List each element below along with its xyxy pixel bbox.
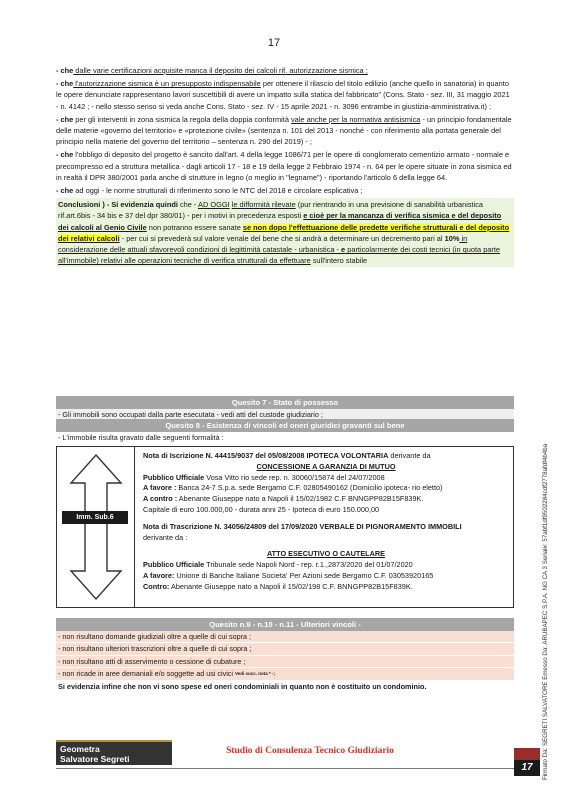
quesito7-line: - Gli immobili sono occupati dalla parte esecutata - vedi atti del custode giudiziario ; [56,409,514,421]
value: Abenante Giuseppe nato a Napoli il 15/02/198 C.F. BNNGPP82B15F839K. [169,581,413,591]
paragraph-5 [56,185,514,196]
text: - un principio fondamentale delle materie «governo del territorio» e «protezione civile» (sentenza n. 101 del 2013 - nonché - con riferimento alla portata generale del principio nella materie del governo del territorio – sentenza n. 290 del 2019) - ; [56,114,512,147]
iscrizione-contro [143,494,509,505]
vedi-note: Vedi succ. nota * -; [235,671,276,677]
quesito9-title: Quesito n.9 - n.10 - n.11 - Ulteriori vincoli - [56,618,514,631]
text-underlined: AD OGGI [198,200,230,210]
text-bold-underlined: e cioè per la mancanza di verifica sismica e del deposito dei calcoli al Genio Civile [58,211,502,232]
quesito8-title: Quesito 8 - Esistenza di vincoli ed oneri giuridici gravanti sul bene [56,419,514,432]
quesito7-section [56,396,514,421]
label: A favore : [143,483,177,493]
quesito8-line: - L'immobile risulta gravato dalle seguenti formalità : [56,432,514,444]
label: A contro : [143,494,178,504]
double-arrow-icon [67,453,125,601]
text-underlined: particolarmente dei costi tecnici (in quota parte all'immobile) relativi alle operazioni tecniche di verifica strutturali da effettuare [58,245,501,266]
lead: - che [56,79,74,89]
text: Nota di Trascrizione N. 34056/24809 del 17/09/2020 [143,521,318,531]
quesito9-row: - non risultano ulteriori trascrizioni oltre a quelle di cui sopra ; [56,643,514,655]
text-underlined: vale anche per la normativa antisismica [290,114,421,124]
text: l'obbligo di deposito del progetto è sancito dall'art. 4 della legge 1086/71 per le opere di conglomerato cementizio armato - normale e precompresso ed a struttura metallica - dagli articoli 17 - 18 e 19 della legge 2 Febbraio 1974 - n. 64 per le opere situate in zona sismica ed in realtà il DPR 380/2001 parla anche di strutture in legno (o meglio in "legname") - riportando l'articolo 6 della legge 64. [56,150,512,182]
lead: - che [56,150,74,160]
trascrizione-header [143,522,509,533]
text-bold: 10% [444,233,460,243]
text: che - [177,200,199,210]
quesito7-title: Quesito 7 - Stato di possesso [56,396,514,409]
page-number-badge: 17 [514,760,540,776]
geometra-logo [56,740,172,765]
paragraph-4 [56,149,514,183]
iscrizione-title: CONCESSIONE A GARANZIA DI MUTUO [256,461,396,471]
arrow-cell [57,447,135,607]
quesito9-final: Si evidenzia infine che non vi sono spese ed oneri condominiali in quanto non è costituito un condominio. [56,681,514,693]
label: Contro: [143,581,170,591]
text: derivante da [388,451,431,460]
vincoli-box [56,446,514,608]
logo-line-2: Salvatore Segreti [60,754,130,764]
trascrizione-suffix: derivante da : [143,532,188,542]
text: per ottenere il rilascio del titolo edilizio (anche quello in sanatoria) in quanto le opere denunciate rappresentano lavori suscettibili di avere un impatto sulla statica del fabbricato" (Cons. Stato - sez. III, 31 maggio 2021 - n. 4142 ; - nello stesso senso si veda anche Cons. Stato - sez. IV - 15 aprile 2021 - n. 3096 entrambe in giustizia-amministrativa.it) ; [56,79,510,111]
side-signature: Firmato Da: SEGRETI SALVATORE Emesso Da: ARUBAPEC S.P.A. NG CA 3 Serial#: 57abf1df9502284cdf2778afdf4b4ba [542,443,549,780]
quesito9-row-with-note [56,668,514,680]
quesito8-line-wrap [56,432,514,444]
iscrizione-favore [143,483,509,494]
iscrizione-pu [143,473,509,484]
value: Vosa Vitto rio sede rep. n. 30060/15874 del 24/07/2008 [204,472,385,482]
footer-divider [56,768,514,769]
paragraph-1 [56,65,514,76]
label: Pubblico Ufficiale [143,560,205,570]
logo-line-1: Geometra [60,744,100,754]
page-number-top: 17 [267,37,281,49]
value: Abenante Giuseppe nato a Napoli il 15/02/1982 C.F BNNGPP82B15F839K. [177,494,424,504]
text: per gli interventi in zona sismica la regola della doppia conformità [73,114,291,124]
text-highlighted: se non dopo l'effettuazione delle predette verifiche strutturali e del deposito dei relativi calcoli [58,222,510,243]
quesito9-section [56,618,514,693]
paragraph-3 [56,114,514,148]
label: Pubblico Ufficiale [143,472,205,482]
lead: - che [56,186,74,196]
text: VERBALE DI PIGNORAMENTO IMMOBILI [317,521,462,531]
quesito8-section [56,419,514,432]
imm-sub-label: Imm. Sub.6 [62,511,128,524]
lead: - che [56,114,74,124]
text: (pur rientrando in una previsione di sanabilità urbanistica rif.art.6bis - 34 bis e 37 del dpr 380/01) - per i motivi in precedenza esposti [58,200,484,221]
text: dalle varie certificazioni acquisite manca il deposito dei calcoli rif. autorizzazione sismica ; [73,66,368,75]
main-text [56,65,514,269]
paragraph-2 [56,78,514,112]
vincoli-text [143,451,509,593]
text: - per cui si prevederà sul valore venale del bene che si andrà a determinare un decremento pari al [119,233,445,243]
text-bold-underlined: e [341,245,346,255]
quesito9-row: - non risultano atti di asservimento o cessione di cubature ; [56,656,514,668]
label: A favore: [143,570,175,580]
text: sull'intero stabile [310,256,368,266]
quesito9-row: - non risultano domande giudiziali oltre a quelle di cui sopra ; [56,631,514,643]
value: Tribunale sede Napoli Nord - rep. r.1.,2873/2020 del 01/07/2020 [204,560,413,570]
text: non potranno essere sanate [146,222,243,232]
trascrizione-favore [143,571,509,582]
iscrizione-capitale: Capitale di euro 100.000,00 - durata anni 25 - Ipoteca di euro 150.000,00 [143,504,380,514]
footer-title: Studio di Consulenza Tecnico Giudiziario [226,746,394,756]
value: Unione di Banche Italiane Societa' Per Azioni sede Bergamo C.F. 03053920165 [174,570,434,580]
text-underlined: l'autorizzazione sismica è un presupposto indispensabile [73,79,261,89]
trascrizione-title: ATTO ESECUTIVO O CAUTELARE [266,549,386,559]
conclusion-paragraph [56,198,514,267]
text-underlined: le difformità rilevate [231,200,296,210]
row-text: - non ricade in aree demaniali e/o soggette ad usi civici [58,669,233,679]
iscrizione-header [143,451,509,462]
trascrizione-pu [143,560,509,571]
text: ad oggi - le norme strutturali di riferimento sono le NTC del 2018 e circolare esplicativa ; [73,186,363,196]
text: Nota di Iscrizione N. 44415/9037 del 05/08/2008 [143,451,305,460]
conclusion-lead: Conclusioni ) - Si evidenzia quindi [58,200,178,210]
trascrizione-contro [143,582,509,593]
lead: - che [56,66,74,75]
text-underlined: in considerazione delle attuali sfavorevoli condizioni di legittimità catastale - urbanistica - [58,233,468,255]
page-badge-accent [514,748,540,760]
text: IPOTECA VOLONTARIA [304,451,389,460]
value: Banca 24-7 S.p.a. sede Bergamo C.F. 02805490162 (Domicilio ipoteca- rio eletto) [176,483,443,493]
